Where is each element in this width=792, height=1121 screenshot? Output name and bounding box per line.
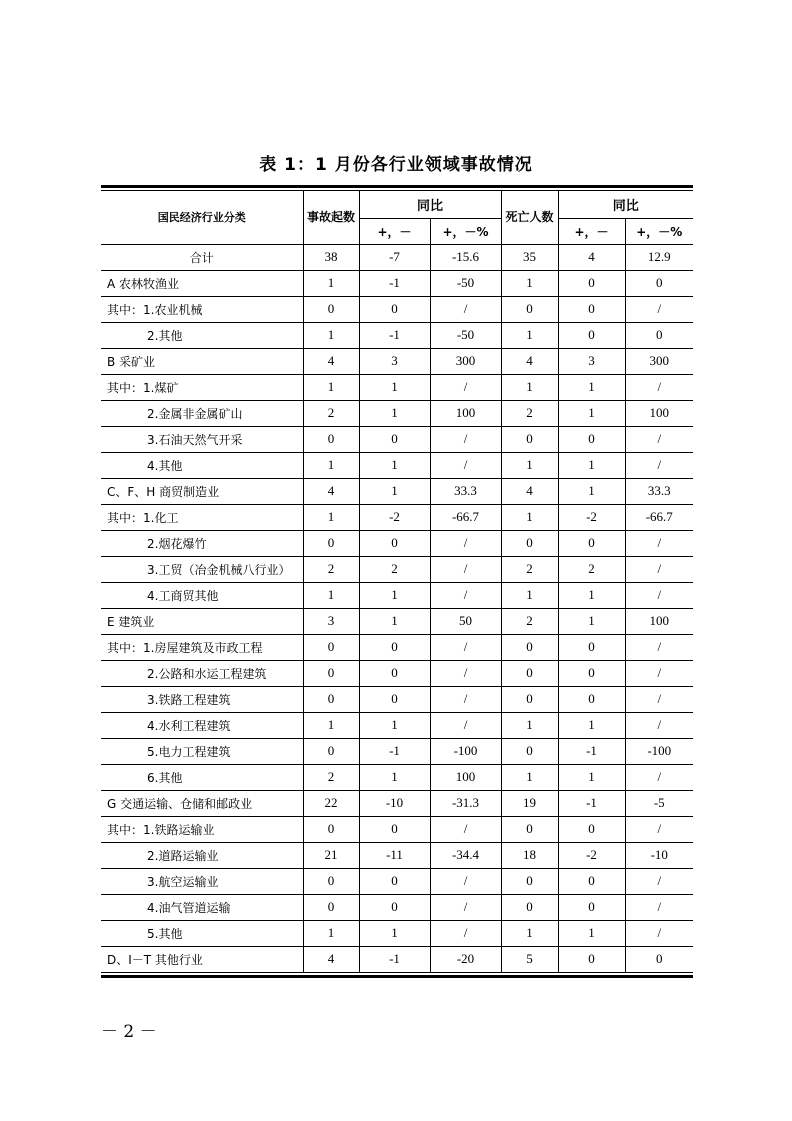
cell-accidents: 0 (303, 686, 359, 712)
table-row (101, 712, 693, 738)
row-category-label: 其中：1.房屋建筑及市政工程 (101, 634, 303, 660)
table-row (101, 790, 693, 816)
cell-deaths-pct: 0 (625, 322, 693, 348)
cell-accidents-pct: / (430, 530, 501, 556)
cell-deaths: 1 (501, 452, 558, 478)
cell-deaths: 0 (501, 738, 558, 764)
row-category-label: 其中：1.化工 (101, 504, 303, 530)
cell-deaths-change: 1 (558, 582, 625, 608)
cell-accidents-pct: 100 (430, 764, 501, 790)
cell-accidents-pct: / (430, 452, 501, 478)
cell-deaths-change: 0 (558, 686, 625, 712)
cell-accidents: 2 (303, 556, 359, 582)
cell-deaths-pct: -10 (625, 842, 693, 868)
table-row (101, 686, 693, 712)
table-row (101, 322, 693, 348)
cell-deaths-change: 1 (558, 374, 625, 400)
cell-deaths-change: 1 (558, 478, 625, 504)
cell-deaths: 5 (501, 946, 558, 972)
cell-accidents-change: -1 (359, 738, 430, 764)
cell-accidents-pct: / (430, 426, 501, 452)
cell-deaths-change: -2 (558, 504, 625, 530)
header-deaths: 死亡人数 (501, 191, 558, 244)
table-row (101, 244, 693, 270)
cell-accidents-pct: -31.3 (430, 790, 501, 816)
table-row (101, 296, 693, 322)
cell-accidents-pct: -100 (430, 738, 501, 764)
page-number: － 2 － (101, 1022, 157, 1042)
cell-accidents-pct: -50 (430, 270, 501, 296)
table-row (101, 660, 693, 686)
cell-accidents-pct: 300 (430, 348, 501, 374)
cell-accidents: 2 (303, 764, 359, 790)
row-category-label: 2.公路和水运工程建筑 (101, 660, 303, 686)
cell-deaths: 19 (501, 790, 558, 816)
cell-deaths-change: 4 (558, 244, 625, 270)
table-row (101, 556, 693, 582)
cell-accidents-pct: / (430, 556, 501, 582)
cell-accidents-change: -11 (359, 842, 430, 868)
cell-accidents-change: 0 (359, 426, 430, 452)
cell-accidents-change: -7 (359, 244, 430, 270)
cell-deaths: 1 (501, 270, 558, 296)
cell-accidents-change: -2 (359, 504, 430, 530)
cell-accidents: 4 (303, 478, 359, 504)
cell-accidents: 0 (303, 660, 359, 686)
table-row (101, 920, 693, 946)
cell-deaths-change: 0 (558, 816, 625, 842)
row-category-label: B 采矿业 (101, 348, 303, 374)
cell-deaths-pct: / (625, 582, 693, 608)
row-category-label: 3.铁路工程建筑 (101, 686, 303, 712)
cell-accidents: 1 (303, 452, 359, 478)
cell-deaths-pct: 300 (625, 348, 693, 374)
cell-accidents-change: 0 (359, 686, 430, 712)
table-row (101, 582, 693, 608)
cell-accidents-pct: / (430, 374, 501, 400)
cell-accidents-pct: / (430, 634, 501, 660)
table-row (101, 504, 693, 530)
row-category-label: 6.其他 (101, 764, 303, 790)
cell-deaths: 0 (501, 426, 558, 452)
cell-accidents-change: 1 (359, 400, 430, 426)
cell-accidents: 2 (303, 400, 359, 426)
cell-deaths-pct: 100 (625, 608, 693, 634)
cell-deaths: 2 (501, 608, 558, 634)
cell-deaths-pct: 0 (625, 946, 693, 972)
table-row (101, 400, 693, 426)
cell-accidents-pct: 100 (430, 400, 501, 426)
cell-accidents-pct: -66.7 (430, 504, 501, 530)
row-category-label: 4.其他 (101, 452, 303, 478)
row-category-label: 2.道路运输业 (101, 842, 303, 868)
row-category-label: 4.工商贸其他 (101, 582, 303, 608)
cell-accidents-pct: / (430, 712, 501, 738)
table-row (101, 426, 693, 452)
header-yoy-accidents: 同比 (359, 191, 501, 218)
cell-accidents-change: 0 (359, 660, 430, 686)
cell-accidents: 21 (303, 842, 359, 868)
row-category-label: 其中：1.铁路运输业 (101, 816, 303, 842)
cell-deaths-change: 3 (558, 348, 625, 374)
cell-deaths-pct: -100 (625, 738, 693, 764)
cell-accidents-change: 1 (359, 452, 430, 478)
table-row (101, 842, 693, 868)
row-category-label: 2.金属非金属矿山 (101, 400, 303, 426)
table-row (101, 894, 693, 920)
cell-accidents-pct: 50 (430, 608, 501, 634)
cell-accidents-pct: -20 (430, 946, 501, 972)
cell-deaths-change: 0 (558, 270, 625, 296)
table-row (101, 816, 693, 842)
row-category-label: A 农林牧渔业 (101, 270, 303, 296)
table-row (101, 452, 693, 478)
cell-deaths-pct: / (625, 634, 693, 660)
accident-table (101, 191, 693, 972)
table-row (101, 634, 693, 660)
cell-deaths: 1 (501, 374, 558, 400)
cell-accidents-pct: / (430, 582, 501, 608)
cell-accidents-change: -10 (359, 790, 430, 816)
cell-accidents: 1 (303, 322, 359, 348)
row-category-label: G 交通运输、仓储和邮政业 (101, 790, 303, 816)
cell-deaths: 2 (501, 556, 558, 582)
row-category-label: C、F、H 商贸制造业 (101, 478, 303, 504)
cell-deaths-change: 0 (558, 296, 625, 322)
accident-table-container (101, 185, 693, 978)
cell-deaths-pct: / (625, 296, 693, 322)
cell-deaths-change: 1 (558, 764, 625, 790)
header-accidents: 事故起数 (303, 191, 359, 244)
cell-accidents-pct: 33.3 (430, 478, 501, 504)
cell-accidents-change: 2 (359, 556, 430, 582)
cell-deaths-change: 0 (558, 660, 625, 686)
header-change-accidents: +，－ (359, 218, 430, 244)
cell-deaths: 18 (501, 842, 558, 868)
cell-deaths-pct: / (625, 452, 693, 478)
cell-accidents-change: 1 (359, 764, 430, 790)
cell-accidents: 1 (303, 504, 359, 530)
row-category-label: 5.其他 (101, 920, 303, 946)
row-category-label: 3.石油天然气开采 (101, 426, 303, 452)
table-title: 表 1：1 月份各行业领域事故情况 (259, 155, 533, 175)
cell-accidents-change: 3 (359, 348, 430, 374)
cell-accidents-change: 0 (359, 634, 430, 660)
cell-accidents: 1 (303, 712, 359, 738)
cell-deaths-change: 2 (558, 556, 625, 582)
cell-deaths: 2 (501, 400, 558, 426)
cell-deaths: 4 (501, 348, 558, 374)
cell-accidents-change: 1 (359, 920, 430, 946)
cell-deaths-pct: 12.9 (625, 244, 693, 270)
table-row (101, 478, 693, 504)
cell-accidents-pct: -34.4 (430, 842, 501, 868)
row-category-label: 2.其他 (101, 322, 303, 348)
cell-deaths-pct: / (625, 426, 693, 452)
cell-accidents-change: 0 (359, 296, 430, 322)
cell-deaths: 0 (501, 894, 558, 920)
cell-accidents-pct: -15.6 (430, 244, 501, 270)
row-category-label: 4.油气管道运输 (101, 894, 303, 920)
table-bottom-rule (101, 975, 693, 978)
cell-accidents: 4 (303, 946, 359, 972)
table-row (101, 764, 693, 790)
header-change-deaths: +，－ (558, 218, 625, 244)
cell-deaths-pct: 33.3 (625, 478, 693, 504)
cell-accidents: 1 (303, 374, 359, 400)
cell-accidents-change: 1 (359, 712, 430, 738)
cell-accidents-change: 1 (359, 374, 430, 400)
header-industry: 国民经济行业分类 (101, 191, 303, 244)
cell-deaths-change: 1 (558, 452, 625, 478)
cell-accidents: 1 (303, 270, 359, 296)
table-row (101, 374, 693, 400)
cell-accidents-change: -1 (359, 946, 430, 972)
cell-accidents: 0 (303, 894, 359, 920)
cell-accidents: 0 (303, 530, 359, 556)
cell-deaths-pct: / (625, 556, 693, 582)
cell-deaths-pct: / (625, 374, 693, 400)
cell-accidents: 0 (303, 426, 359, 452)
cell-accidents-pct: / (430, 920, 501, 946)
cell-accidents-pct: -50 (430, 322, 501, 348)
cell-accidents-pct: / (430, 816, 501, 842)
table-row (101, 270, 693, 296)
table-row (101, 946, 693, 972)
cell-accidents: 0 (303, 634, 359, 660)
cell-deaths-pct: / (625, 712, 693, 738)
cell-deaths-pct: 0 (625, 270, 693, 296)
cell-accidents: 1 (303, 582, 359, 608)
cell-accidents-change: 1 (359, 478, 430, 504)
cell-accidents: 0 (303, 296, 359, 322)
cell-accidents-pct: / (430, 686, 501, 712)
row-category-label: 其中：1.农业机械 (101, 296, 303, 322)
table-row (101, 348, 693, 374)
cell-deaths: 1 (501, 920, 558, 946)
cell-deaths: 0 (501, 296, 558, 322)
row-category-label: 3.工贸（冶金机械八行业） (101, 556, 303, 582)
cell-accidents-change: -1 (359, 270, 430, 296)
row-category-label: D、I－T 其他行业 (101, 946, 303, 972)
row-category-label: 5.电力工程建筑 (101, 738, 303, 764)
cell-deaths-pct: / (625, 894, 693, 920)
cell-deaths-change: 1 (558, 608, 625, 634)
cell-deaths: 1 (501, 322, 558, 348)
header-pct-deaths: +，－% (625, 218, 693, 244)
cell-deaths-change: -1 (558, 790, 625, 816)
table-row (101, 530, 693, 556)
table-row (101, 868, 693, 894)
cell-deaths-change: 0 (558, 868, 625, 894)
cell-deaths-pct: / (625, 816, 693, 842)
cell-deaths: 1 (501, 504, 558, 530)
cell-deaths-pct: -5 (625, 790, 693, 816)
row-category-label: 其中：1.煤矿 (101, 374, 303, 400)
cell-deaths: 0 (501, 530, 558, 556)
header-pct-accidents: +，－% (430, 218, 501, 244)
cell-deaths-pct: 100 (625, 400, 693, 426)
cell-accidents: 4 (303, 348, 359, 374)
cell-accidents: 0 (303, 816, 359, 842)
cell-deaths-pct: / (625, 764, 693, 790)
cell-accidents: 3 (303, 608, 359, 634)
cell-deaths-pct: / (625, 660, 693, 686)
cell-deaths: 0 (501, 634, 558, 660)
cell-deaths-change: 1 (558, 400, 625, 426)
cell-deaths-pct: / (625, 868, 693, 894)
table-row (101, 608, 693, 634)
cell-accidents-change: -1 (359, 322, 430, 348)
cell-deaths: 0 (501, 660, 558, 686)
row-category-label: 3.航空运输业 (101, 868, 303, 894)
cell-accidents-pct: / (430, 894, 501, 920)
cell-accidents-change: 0 (359, 894, 430, 920)
cell-deaths-change: 0 (558, 634, 625, 660)
cell-accidents-pct: / (430, 296, 501, 322)
cell-accidents-change: 0 (359, 816, 430, 842)
cell-accidents-pct: / (430, 660, 501, 686)
cell-deaths-pct: / (625, 530, 693, 556)
cell-deaths-pct: -66.7 (625, 504, 693, 530)
cell-deaths-pct: / (625, 686, 693, 712)
row-category-label: E 建筑业 (101, 608, 303, 634)
cell-deaths-change: 1 (558, 712, 625, 738)
cell-accidents-pct: / (430, 868, 501, 894)
cell-accidents-change: 0 (359, 868, 430, 894)
cell-deaths: 1 (501, 712, 558, 738)
cell-deaths-change: 0 (558, 894, 625, 920)
cell-accidents: 1 (303, 920, 359, 946)
cell-deaths-change: 0 (558, 426, 625, 452)
cell-accidents: 22 (303, 790, 359, 816)
cell-deaths-change: 0 (558, 946, 625, 972)
cell-deaths: 0 (501, 868, 558, 894)
cell-accidents: 0 (303, 738, 359, 764)
row-category-label: 合计 (101, 244, 303, 270)
cell-accidents: 0 (303, 868, 359, 894)
cell-deaths-change: -1 (558, 738, 625, 764)
cell-deaths-change: -2 (558, 842, 625, 868)
cell-accidents-change: 1 (359, 582, 430, 608)
cell-deaths: 1 (501, 582, 558, 608)
cell-accidents-change: 0 (359, 530, 430, 556)
cell-deaths: 1 (501, 764, 558, 790)
cell-deaths: 0 (501, 816, 558, 842)
header-yoy-deaths: 同比 (558, 191, 693, 218)
row-category-label: 2.烟花爆竹 (101, 530, 303, 556)
cell-accidents: 38 (303, 244, 359, 270)
cell-deaths-change: 0 (558, 530, 625, 556)
cell-deaths: 0 (501, 686, 558, 712)
cell-accidents-change: 1 (359, 608, 430, 634)
cell-deaths: 35 (501, 244, 558, 270)
cell-deaths-pct: / (625, 920, 693, 946)
cell-deaths: 4 (501, 478, 558, 504)
cell-deaths-change: 0 (558, 322, 625, 348)
cell-deaths-change: 1 (558, 920, 625, 946)
table-row (101, 738, 693, 764)
row-category-label: 4.水利工程建筑 (101, 712, 303, 738)
